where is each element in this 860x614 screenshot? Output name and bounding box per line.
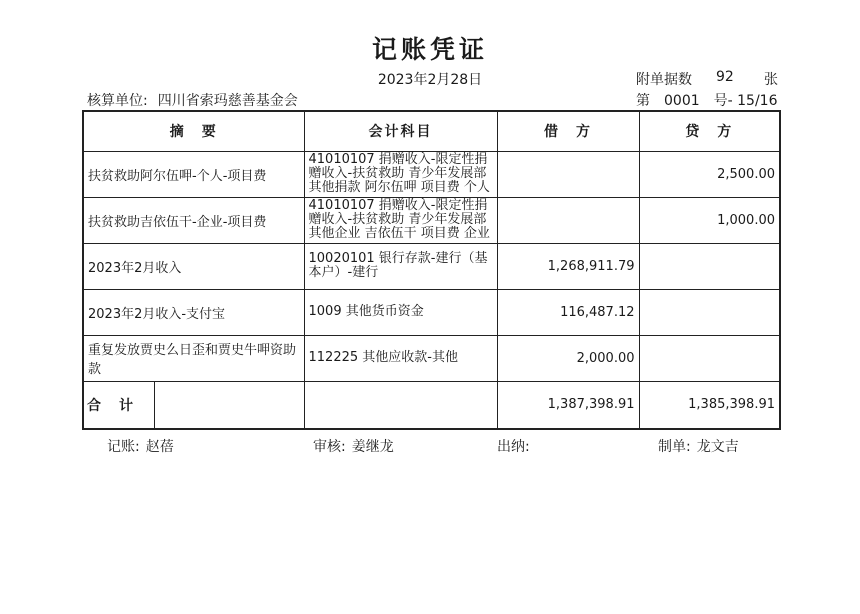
account-cell: 10020101 银行存款-建行（基本户）-建行 bbox=[304, 243, 497, 289]
account-cell: 1009 其他货币资金 bbox=[304, 289, 497, 335]
debit-cell bbox=[497, 151, 639, 197]
attachments-label: 附单据数 bbox=[636, 72, 692, 88]
account-cell: 41010107 捐赠收入-限定性捐赠收入-扶贫救助 青少年发展部 其他捐款 阿尔伍呷 项目费 个人 bbox=[304, 151, 497, 197]
voucher-number: 第 0001 号- 15/16 bbox=[636, 93, 778, 109]
table-row bbox=[83, 335, 780, 381]
credit-cell bbox=[639, 289, 780, 335]
column-header-credit: 贷 方 bbox=[639, 111, 780, 151]
table-row bbox=[83, 289, 780, 335]
cashier-label: 出纳: bbox=[497, 439, 530, 455]
bookkeeper-name: 赵蓓 bbox=[145, 439, 174, 455]
total-account-cell bbox=[304, 381, 497, 429]
summary-cell: 2023年2月收入-支付宝 bbox=[83, 289, 304, 335]
debit-cell: 116,487.12 bbox=[497, 289, 639, 335]
attachments-unit: 张 bbox=[764, 72, 778, 88]
voucher-title: 记账凭证 bbox=[371, 35, 488, 64]
table-header-row bbox=[83, 111, 780, 151]
attachments-count: 92 bbox=[716, 69, 734, 85]
reviewer-signature bbox=[313, 436, 394, 456]
debit-cell: 2,000.00 bbox=[497, 335, 639, 381]
total-debit: 1,387,398.91 bbox=[497, 381, 639, 429]
column-header-account: 会计科目 bbox=[304, 111, 497, 151]
reviewer-name: 姜继龙 bbox=[351, 439, 394, 455]
table-row bbox=[83, 197, 780, 243]
cashier-signature bbox=[497, 436, 536, 456]
credit-cell bbox=[639, 243, 780, 289]
unit-label: 核算单位: bbox=[87, 93, 148, 109]
accounting-unit bbox=[87, 90, 298, 110]
preparer-label: 制单: bbox=[658, 439, 691, 455]
preparer-signature bbox=[658, 436, 739, 456]
voucher-table bbox=[82, 110, 781, 430]
table-row bbox=[83, 243, 780, 289]
reviewer-label: 审核: bbox=[313, 439, 346, 455]
column-header-debit: 借 方 bbox=[497, 111, 639, 151]
debit-cell bbox=[497, 197, 639, 243]
account-cell: 41010107 捐赠收入-限定性捐赠收入-扶贫救助 青少年发展部 其他企业 吉依伍干 项目费 企业 bbox=[304, 197, 497, 243]
summary-cell: 重复发放贾史么日歪和贾史牛呷资助款 bbox=[83, 335, 304, 381]
voucher-date: 2023年2月28日 bbox=[377, 72, 483, 88]
total-label-cell bbox=[83, 381, 304, 429]
column-header-summary: 摘 要 bbox=[83, 111, 304, 151]
preparer-name: 龙文吉 bbox=[696, 439, 739, 455]
total-row bbox=[83, 381, 780, 429]
debit-cell: 1,268,911.79 bbox=[497, 243, 639, 289]
bookkeeper-signature bbox=[107, 436, 174, 456]
account-cell: 112225 其他应收款-其他 bbox=[304, 335, 497, 381]
total-credit: 1,385,398.91 bbox=[639, 381, 780, 429]
credit-cell: 2,500.00 bbox=[639, 151, 780, 197]
bookkeeper-label: 记账: bbox=[107, 439, 140, 455]
unit-name: 四川省索玛慈善基金会 bbox=[157, 93, 298, 109]
summary-cell: 扶贫救助吉依伍干-企业-项目费 bbox=[83, 197, 304, 243]
summary-cell: 扶贫救助阿尔伍呷-个人-项目费 bbox=[83, 151, 304, 197]
summary-cell: 2023年2月收入 bbox=[83, 243, 304, 289]
credit-cell bbox=[639, 335, 780, 381]
total-label: 合计 bbox=[84, 382, 155, 428]
credit-cell: 1,000.00 bbox=[639, 197, 780, 243]
table-row bbox=[83, 151, 780, 197]
